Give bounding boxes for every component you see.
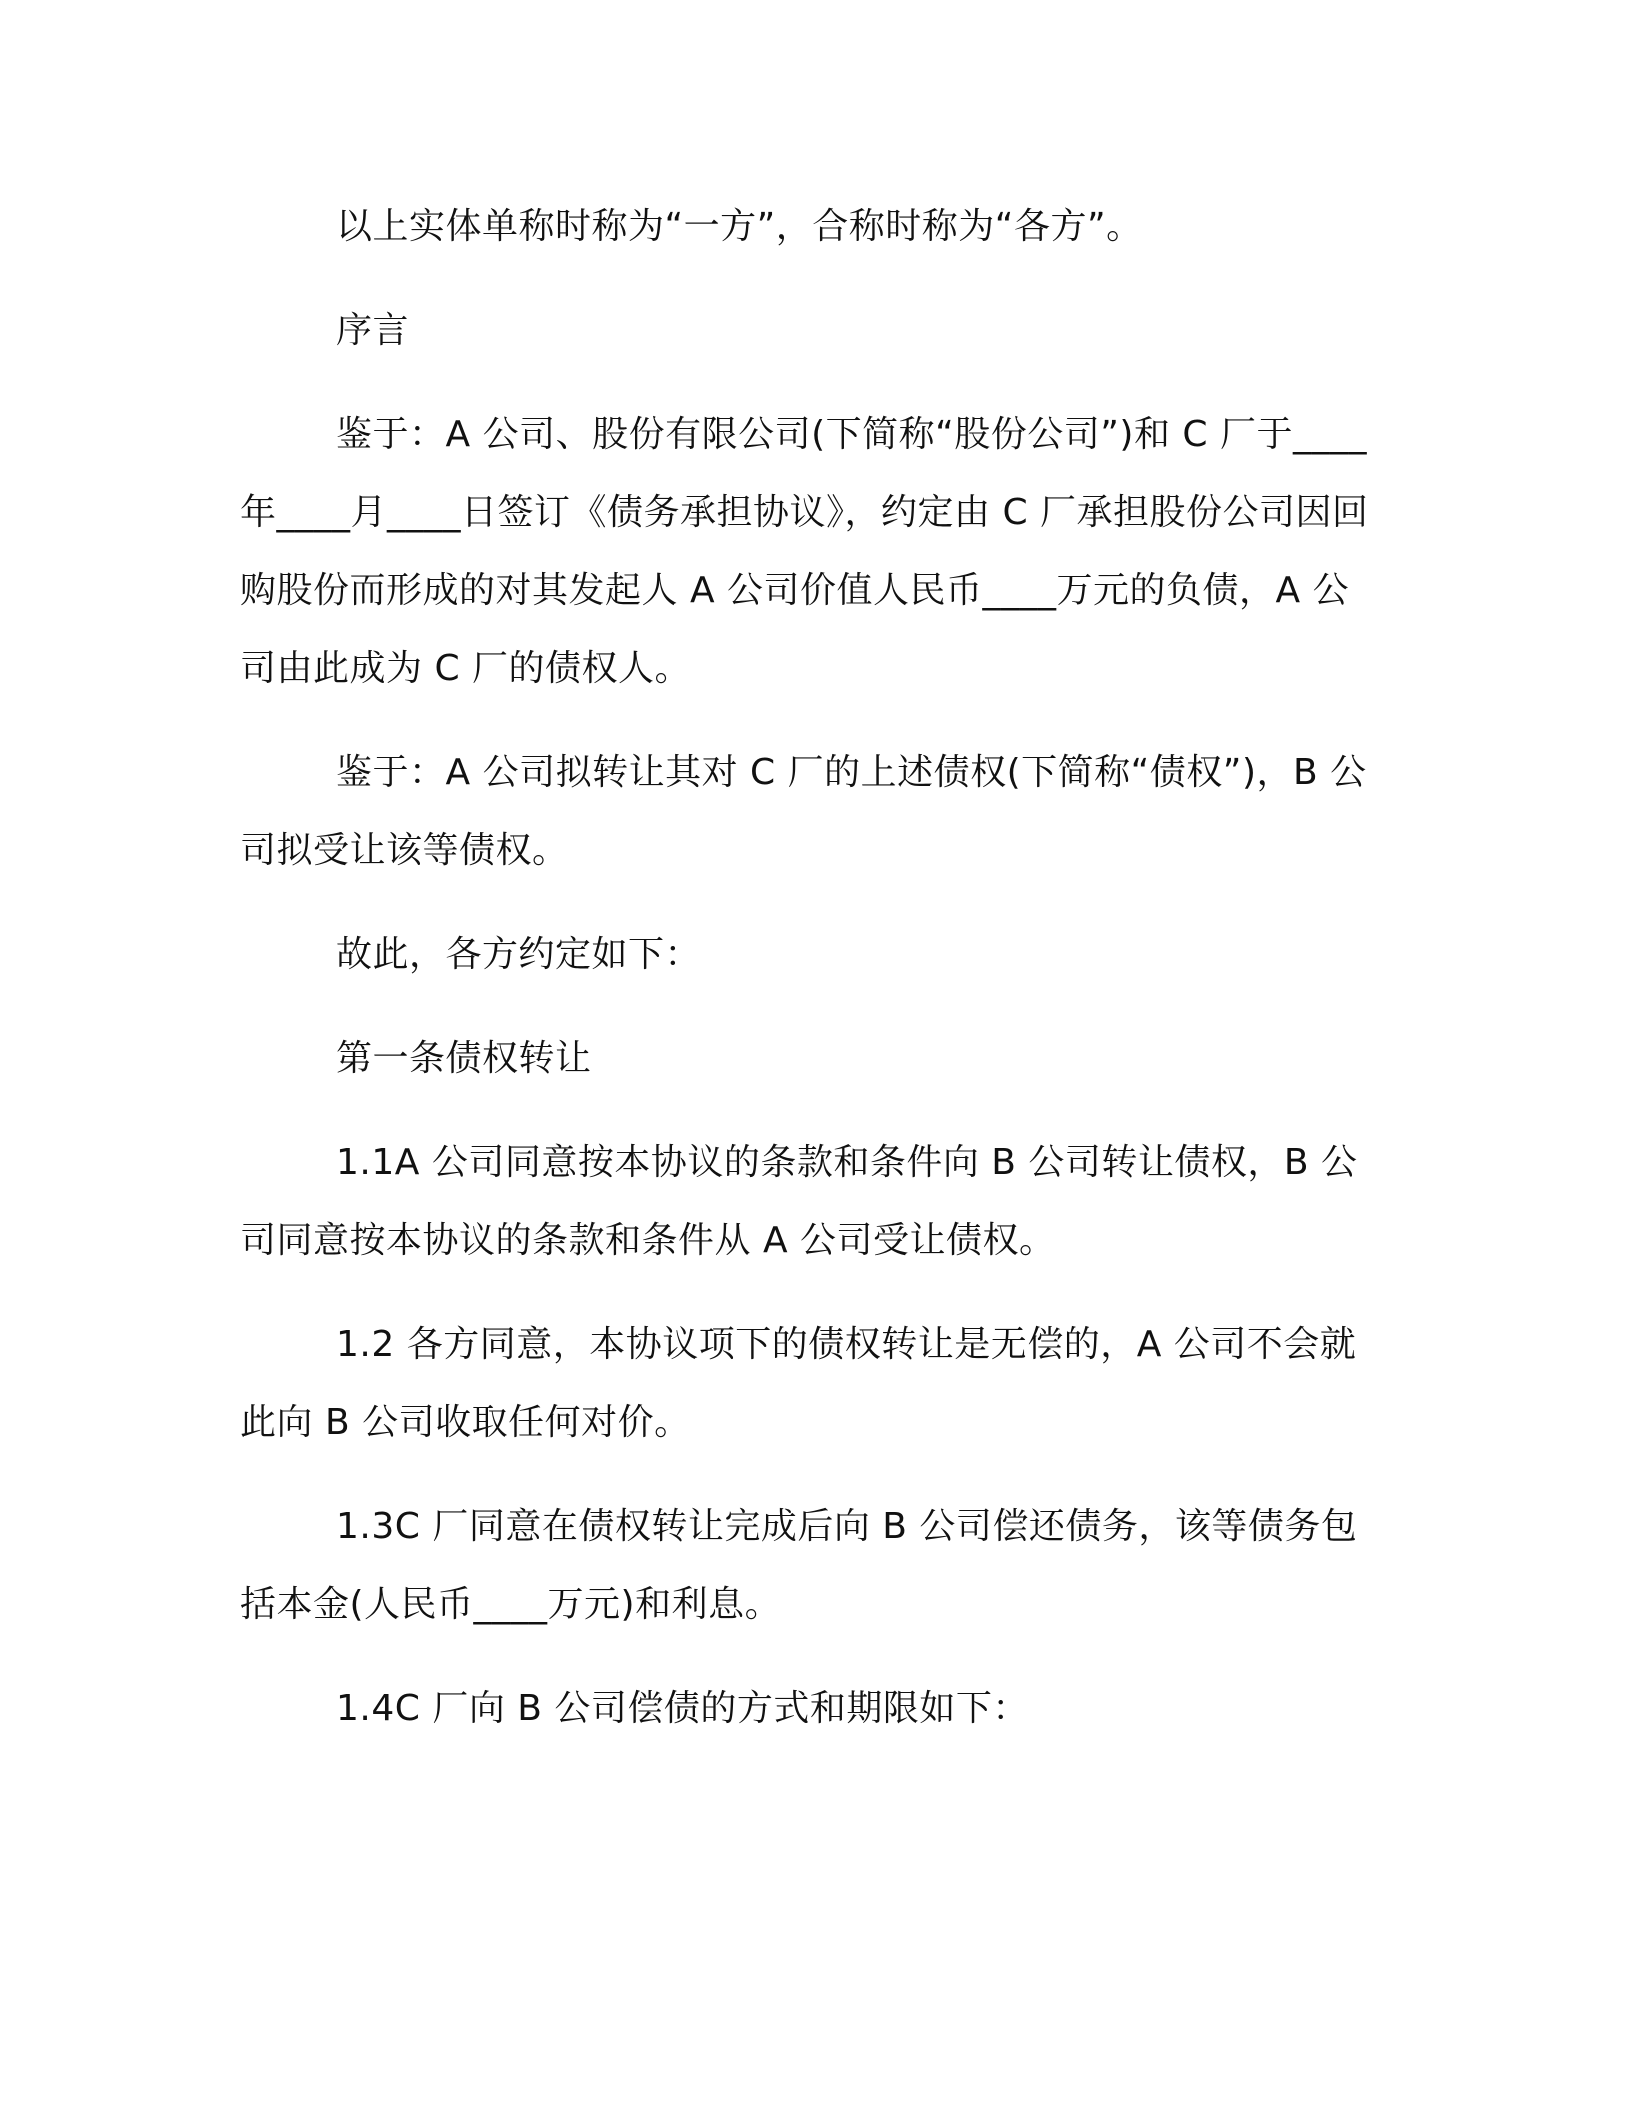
clause-1-4: 1.4C 厂向 B 公司偿债的方式和期限如下： (336, 1688, 1029, 1729)
clause-1-3: 1.3C 厂同意在债权转让完成后向 B 公司偿还债务，该等债务包括本金(人民币____万元)和利息。 (240, 1506, 1358, 1625)
paragraph-agreement-intro: 故此，各方约定如下： (336, 934, 702, 975)
clause-1-1: 1.1A 公司同意按本协议的条款和条件向 B 公司转让债权，B 公司同意按本协议的条款和条件从 A 公司受让债权。 (240, 1142, 1358, 1261)
document-body (240, 188, 1370, 1748)
paragraph-parties-definition: 以上实体单称时称为“一方”，合称时称为“各方”。 (336, 206, 1143, 247)
heading-preface: 序言 (336, 310, 410, 351)
paragraph-whereas-debt-assumption: 鉴于：A 公司、股份有限公司(下简称“股份公司”)和 C 厂于____年____月____日签订《债务承担协议》，约定由 C 厂承担股份公司因回购股份而形成的对其发起人 A 公司价值人民币____万元的负债，A 公司由此成为 C 厂的债权人。 (240, 414, 1369, 689)
heading-article-one: 第一条债权转让 (336, 1038, 592, 1079)
paragraph-whereas-transfer: 鉴于：A 公司拟转让其对 C 厂的上述债权(下简称“债权”)，B 公司拟受让该等债权。 (240, 752, 1367, 871)
clause-1-2: 1.2 各方同意，本协议项下的债权转让是无偿的，A 公司不会就此向 B 公司收取任何对价。 (240, 1324, 1357, 1443)
